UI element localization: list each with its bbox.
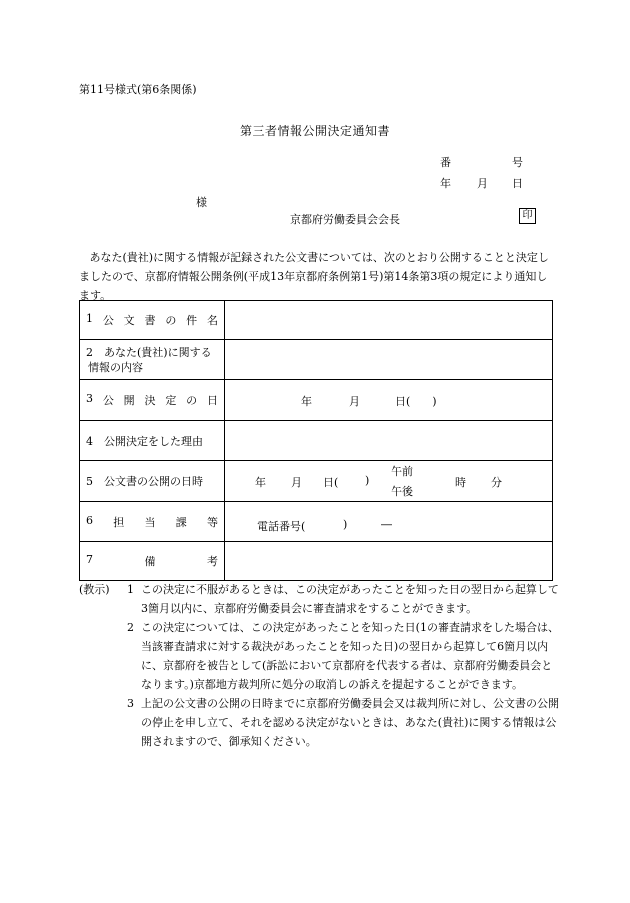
row4-label [80, 421, 225, 461]
label-char: 7 [86, 553, 93, 566]
row6-phone: 電話番号( [257, 520, 306, 533]
row5-year: 年 [255, 476, 266, 489]
label-char: 当 [144, 515, 156, 529]
intro-text: あなた(貴社)に関する情報が記録された公文書については、次のとおり公開することと決定しましたので、京都府情報公開条例(平成13年京都府条例第1号)第14条第3項の規定により通知します。 [79, 251, 549, 302]
row5-pm: 午後 [391, 485, 413, 498]
row7-label-text [86, 553, 224, 569]
instruction-text: この決定については、この決定があったことを知った日(1の審査請求をした場合は、当該審査請求に対する裁決があったことを知った日)の翌日から起算して6箇月以内に、京都府を被告として(訴訟において京都府を代表する者は、京都府労働委員会となります。)京都地方裁判所に処分の取消しの訴えを提起することができます。 [141, 621, 559, 691]
row2-label-line1: 2 あなた(貴社)に関する [86, 345, 212, 359]
label-char: 文 [123, 314, 135, 327]
date-year-label: 年 [440, 177, 451, 190]
row3-month: 月 [349, 395, 360, 408]
label-char: 1 [86, 312, 93, 325]
label-char: 公 [102, 314, 114, 327]
row3-value[interactable] [225, 380, 553, 421]
addressee-suffix: 様 [196, 196, 207, 209]
row5-hour: 時 [455, 476, 466, 489]
row1-label [80, 301, 225, 340]
disclosure-table [79, 300, 553, 581]
table-row [80, 380, 553, 421]
row3-day: 日( ) [395, 395, 437, 408]
row4-label-text: 4 公開決定をした理由 [86, 434, 203, 448]
label-char: 決 [144, 394, 156, 407]
row1-value[interactable] [225, 301, 553, 340]
row6-dash: ― [381, 518, 392, 531]
label-char: 備 [144, 555, 156, 568]
label-char: 名 [206, 314, 218, 327]
label-char: 件 [186, 314, 198, 327]
row5-month: 月 [291, 476, 302, 489]
row2-value[interactable] [225, 340, 553, 380]
instruction-text: この決定に不服があるときは、この決定があったことを知った日の翌日から起算して3箇月以内に、京都府労働委員会に審査請求をすることができます。 [141, 583, 559, 615]
row2-label-line2: 情報の内容 [88, 360, 143, 374]
row2-label [80, 340, 225, 380]
label-char: 開 [123, 394, 135, 407]
instruction-number: 2 [127, 621, 134, 634]
row7-value[interactable] [225, 542, 553, 581]
number-go-label: 号 [512, 156, 523, 169]
label-char: 等 [207, 515, 218, 529]
instruction-number: 3 [127, 697, 134, 710]
row5-value[interactable] [225, 461, 553, 502]
label-char: 書 [144, 314, 156, 327]
row5-label-text: 5 公文書の公開の日時 [86, 475, 203, 488]
row3-label [80, 380, 225, 421]
table-row [80, 502, 553, 542]
label-char: 3 [86, 392, 93, 405]
instruction-number: 1 [127, 583, 134, 596]
instruction-item [79, 694, 559, 751]
date-day-label: 日 [512, 177, 523, 190]
label-char: 課 [175, 515, 187, 529]
instruction-item [79, 580, 559, 618]
instruction-item [79, 618, 559, 694]
table-row [80, 461, 553, 502]
label-char: 定 [165, 394, 177, 407]
row3-label-text [86, 392, 224, 408]
document-title: 第三者情報公開決定通知書 [239, 124, 390, 138]
row5-day: 日( [323, 476, 339, 489]
label-char: 考 [207, 555, 218, 568]
table-row [80, 421, 553, 461]
row5-am: 午前 [391, 465, 413, 478]
row3-year: 年 [301, 395, 312, 408]
form-number: 第11号様式(第6条関係) [79, 83, 197, 96]
row4-value[interactable] [225, 421, 553, 461]
row5-paren: ) [365, 474, 370, 487]
row6-value[interactable] [225, 502, 553, 542]
label-char: 担 [113, 515, 125, 529]
instructions-label: (教示) [79, 583, 110, 596]
row6-paren: ) [343, 518, 348, 531]
seal-box: 印 [519, 208, 536, 224]
label-char: 公 [102, 394, 114, 407]
table-row [80, 340, 553, 380]
intro-paragraph [79, 248, 554, 305]
row6-label [80, 502, 225, 542]
issuer-name: 京都府労働委員会会長 [290, 213, 400, 226]
number-ban-label: 番 [440, 156, 451, 169]
row6-label-text [86, 514, 224, 530]
row5-minute: 分 [491, 476, 502, 489]
instructions-section [79, 580, 559, 751]
label-char: の [165, 314, 177, 327]
table-row [80, 301, 553, 340]
row5-label [80, 461, 225, 502]
label-char: の [186, 394, 198, 407]
instruction-text: 上記の公文書の公開の日時までに京都府労働委員会又は裁判所に対し、公文書の公開の停止を申し立て、それを認める決定がないときは、あなた(貴社)に関する情報は公開されますので、御承知ください。 [141, 697, 559, 748]
table-row [80, 542, 553, 581]
row1-label-text [86, 312, 224, 328]
label-char: 日 [206, 394, 218, 407]
row7-label [80, 542, 225, 581]
label-char: 6 [86, 513, 93, 527]
date-month-label: 月 [477, 177, 488, 190]
